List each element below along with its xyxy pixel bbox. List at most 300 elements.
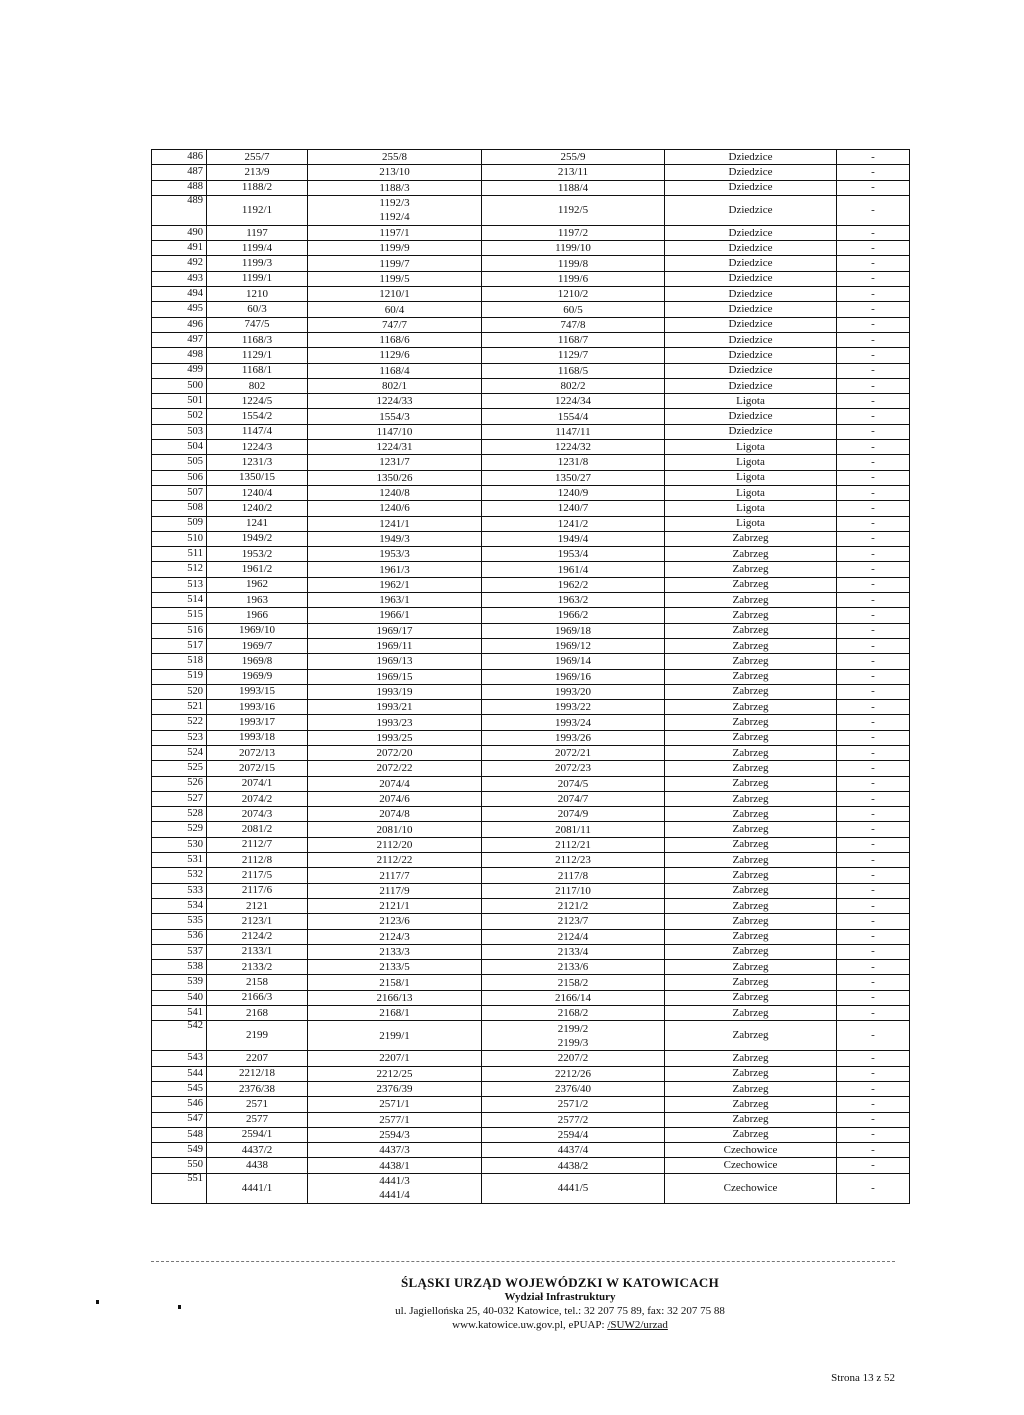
table-row <box>152 975 910 990</box>
table-row <box>152 501 910 516</box>
page-number: Strona 13 z 52 <box>831 1372 895 1384</box>
parcel-new-b <box>482 898 665 913</box>
epuap-link[interactable]: /SUW2/urzad <box>607 1319 668 1331</box>
row-number: 546 <box>152 1097 207 1112</box>
row-number: 511 <box>152 547 207 562</box>
parcel-number: 2133/5 <box>379 961 410 974</box>
row-number: 541 <box>152 1006 207 1021</box>
parcel-new-a <box>308 990 482 1005</box>
parcel-number: 2121/2 <box>557 900 589 913</box>
table-row <box>152 822 910 837</box>
parcel-number: 1554/3 <box>379 410 410 423</box>
row-number: 495 <box>152 302 207 317</box>
parcel-new-b <box>482 837 665 852</box>
table-row <box>152 562 910 577</box>
remarks: - <box>837 271 910 286</box>
parcel-number: 747/8 <box>560 318 586 331</box>
parcel-number: 2112/21 <box>555 838 591 851</box>
cadastral-precinct: Zabrzeg <box>665 807 837 822</box>
row-number: 518 <box>152 654 207 669</box>
cadastral-precinct: Dziedzice <box>665 287 837 302</box>
parcel-new-b <box>482 1081 665 1096</box>
remarks: - <box>837 332 910 347</box>
parcel-original: 2133/2 <box>207 960 308 975</box>
parcel-number: 1962/1 <box>379 578 410 591</box>
parcel-new-a <box>308 394 482 409</box>
cadastral-precinct: Dziedzice <box>665 256 837 271</box>
table-row <box>152 638 910 653</box>
remarks: - <box>837 944 910 959</box>
parcel-number: 4438/1 <box>379 1159 410 1172</box>
cadastral-precinct: Zabrzeg <box>665 700 837 715</box>
parcel-new-a <box>308 837 482 852</box>
table-row <box>152 287 910 302</box>
table-row <box>152 1097 910 1112</box>
row-number: 529 <box>152 822 207 837</box>
remarks: - <box>837 990 910 1005</box>
parcel-new-a <box>308 944 482 959</box>
parcel-new-b <box>482 929 665 944</box>
parcel-number: 1168/4 <box>379 364 410 377</box>
cadastral-precinct: Dziedzice <box>665 150 837 165</box>
parcel-number: 2166/13 <box>376 991 413 1004</box>
parcel-number: 4441/3 <box>379 1175 410 1188</box>
office-website: www.katowice.uw.gov.pl, ePUAP: <box>452 1319 608 1331</box>
parcel-number: 2199/2 <box>557 1022 589 1035</box>
cadastral-precinct: Zabrzeg <box>665 761 837 776</box>
parcel-number: 1969/16 <box>554 670 592 683</box>
parcel-new-a <box>308 317 482 332</box>
parcel-number: 1993/22 <box>554 701 592 714</box>
parcel-number: 1350/26 <box>376 471 413 484</box>
table-row <box>152 271 910 286</box>
parcel-number: 1241/1 <box>379 517 410 530</box>
remarks: - <box>837 715 910 730</box>
parcel-new-b <box>482 256 665 271</box>
cadastral-precinct: Dziedzice <box>665 225 837 240</box>
parcel-number: 1188/3 <box>379 181 410 194</box>
remarks: - <box>837 593 910 608</box>
parcel-number: 4441/5 <box>557 1182 589 1195</box>
parcel-number: 2212/26 <box>554 1067 592 1080</box>
parcel-new-b <box>482 593 665 608</box>
parcel-number: 1210/1 <box>379 288 410 301</box>
parcel-new-b <box>482 317 665 332</box>
parcel-new-a <box>308 776 482 791</box>
parcel-number: 2074/5 <box>557 777 589 790</box>
parcel-original: 2121 <box>207 898 308 913</box>
parcel-new-a <box>308 577 482 592</box>
cadastral-precinct: Zabrzeg <box>665 654 837 669</box>
parcel-new-b <box>482 868 665 883</box>
remarks: - <box>837 256 910 271</box>
parcel-new-a <box>308 440 482 455</box>
cadastral-precinct: Zabrzeg <box>665 853 837 868</box>
row-number: 515 <box>152 608 207 623</box>
parcel-number: 1993/25 <box>376 731 413 744</box>
row-number: 486 <box>152 150 207 165</box>
cadastral-precinct: Czechowice <box>665 1173 837 1203</box>
parcel-number: 2166/14 <box>554 991 592 1004</box>
parcel-number: 802/1 <box>381 380 408 392</box>
parcel-new-a <box>308 424 482 439</box>
cadastral-precinct: Zabrzeg <box>665 669 837 684</box>
parcel-number: 1240/9 <box>557 487 589 500</box>
parcel-original: 2123/1 <box>207 914 308 929</box>
parcel-new-a <box>308 593 482 608</box>
parcel-original: 1969/10 <box>207 623 308 638</box>
cadastral-precinct: Zabrzeg <box>665 990 837 1005</box>
parcel-new-a <box>308 975 482 990</box>
row-number: 493 <box>152 271 207 286</box>
table-row <box>152 960 910 975</box>
parcel-number: 1953/4 <box>557 548 589 561</box>
parcel-new-b <box>482 531 665 546</box>
row-number: 504 <box>152 440 207 455</box>
parcel-original: 1224/5 <box>207 394 308 409</box>
parcel-new-a <box>308 1097 482 1112</box>
parcel-new-b <box>482 225 665 240</box>
parcel-original: 2594/1 <box>207 1127 308 1142</box>
remarks: - <box>837 608 910 623</box>
remarks: - <box>837 225 910 240</box>
parcel-new-a <box>308 409 482 424</box>
remarks: - <box>837 455 910 470</box>
cadastral-precinct: Ligota <box>665 440 837 455</box>
parcel-new-a <box>308 914 482 929</box>
parcel-new-b <box>482 654 665 669</box>
parcel-number: 2072/21 <box>554 747 592 760</box>
parcel-new-b <box>482 822 665 837</box>
row-number: 494 <box>152 287 207 302</box>
row-number: 521 <box>152 700 207 715</box>
table-row <box>152 547 910 562</box>
parcel-number: 2074/4 <box>379 777 410 790</box>
row-number: 510 <box>152 531 207 546</box>
cadastral-precinct: Zabrzeg <box>665 791 837 806</box>
cadastral-precinct: Zabrzeg <box>665 547 837 562</box>
cadastral-precinct: Dziedzice <box>665 317 837 332</box>
cadastral-precinct: Dziedzice <box>665 348 837 363</box>
parcel-number: 1224/34 <box>554 395 592 408</box>
table-row <box>152 1081 910 1096</box>
parcel-new-a <box>308 807 482 822</box>
table-row <box>152 623 910 638</box>
table-row <box>152 944 910 959</box>
parcel-number: 1993/23 <box>376 716 413 729</box>
department-name: Wydział Infrastruktury <box>504 1291 616 1303</box>
cadastral-precinct: Dziedzice <box>665 271 837 286</box>
parcel-new-a <box>308 1021 482 1051</box>
remarks: - <box>837 868 910 883</box>
row-number: 525 <box>152 761 207 776</box>
row-number: 537 <box>152 944 207 959</box>
parcel-original: 1199/1 <box>207 271 308 286</box>
parcel-number: 1199/5 <box>379 272 410 285</box>
parcel-new-b <box>482 761 665 776</box>
parcel-number: 1199/9 <box>379 242 410 255</box>
parcel-number: 2577/2 <box>557 1113 589 1126</box>
parcel-number: 1962/2 <box>557 578 589 591</box>
row-number: 512 <box>152 562 207 577</box>
parcel-new-a <box>308 608 482 623</box>
parcel-new-a <box>308 378 482 393</box>
parcel-number: 2158/2 <box>557 976 589 989</box>
remarks: - <box>837 1158 910 1173</box>
row-number: 551 <box>152 1173 207 1203</box>
parcel-number: 2072/22 <box>376 762 413 775</box>
parcel-original: 2212/18 <box>207 1066 308 1081</box>
parcel-number: 60/4 <box>384 303 405 316</box>
parcel-number: 1993/21 <box>376 701 413 714</box>
table-row <box>152 332 910 347</box>
cadastral-precinct: Ligota <box>665 455 837 470</box>
row-number: 532 <box>152 868 207 883</box>
remarks: - <box>837 700 910 715</box>
table-row <box>152 470 910 485</box>
parcel-new-b <box>482 195 665 225</box>
table-row <box>152 150 910 165</box>
parcel-new-a <box>308 898 482 913</box>
remarks: - <box>837 898 910 913</box>
table-row <box>152 577 910 592</box>
parcel-new-b <box>482 1143 665 1158</box>
parcel-new-a <box>308 791 482 806</box>
parcel-new-b <box>482 150 665 165</box>
remarks: - <box>837 837 910 852</box>
parcel-number: 1168/5 <box>557 364 589 377</box>
parcel-number: 2158/1 <box>379 976 410 989</box>
parcel-new-b <box>482 180 665 195</box>
parcel-new-b <box>482 501 665 516</box>
parcel-original: 2112/8 <box>207 853 308 868</box>
cadastral-precinct: Dziedzice <box>665 363 837 378</box>
parcel-original: 1969/8 <box>207 654 308 669</box>
parcel-number: 1224/31 <box>376 441 413 454</box>
parcel-number: 2074/7 <box>557 793 589 806</box>
parcel-original: 60/3 <box>207 302 308 317</box>
cadastral-precinct: Zabrzeg <box>665 1097 837 1112</box>
row-number: 544 <box>152 1066 207 1081</box>
parcel-original: 2168 <box>207 1006 308 1021</box>
parcel-original: 1350/15 <box>207 470 308 485</box>
parcel-number: 2123/6 <box>379 915 410 928</box>
parcel-original: 1953/2 <box>207 547 308 562</box>
cadastral-precinct: Zabrzeg <box>665 577 837 592</box>
parcel-table <box>151 149 910 1204</box>
parcel-new-b <box>482 378 665 393</box>
table-row <box>152 394 910 409</box>
cadastral-precinct: Ligota <box>665 394 837 409</box>
cadastral-precinct: Zabrzeg <box>665 1021 837 1051</box>
parcel-new-a <box>308 516 482 531</box>
table-row <box>152 1066 910 1081</box>
parcel-original: 747/5 <box>207 317 308 332</box>
parcel-new-a <box>308 853 482 868</box>
row-number: 500 <box>152 378 207 393</box>
table-row <box>152 593 910 608</box>
parcel-new-a <box>308 363 482 378</box>
remarks: - <box>837 669 910 684</box>
parcel-number: 1197/1 <box>379 227 410 240</box>
parcel-original: 2117/5 <box>207 868 308 883</box>
parcel-new-b <box>482 669 665 684</box>
parcel-original: 255/7 <box>207 150 308 165</box>
parcel-original: 1199/4 <box>207 241 308 256</box>
table-row <box>152 409 910 424</box>
parcel-number: 1969/13 <box>376 655 413 668</box>
parcel-number: 2212/25 <box>376 1067 413 1080</box>
parcel-new-a <box>308 547 482 562</box>
parcel-number: 1224/33 <box>376 395 413 408</box>
parcel-number: 2117/10 <box>555 884 591 897</box>
parcel-number: 1240/8 <box>379 487 410 500</box>
parcel-new-b <box>482 730 665 745</box>
parcel-number: 2376/40 <box>554 1083 592 1096</box>
footer <box>250 1276 870 1332</box>
parcel-new-b <box>482 1021 665 1051</box>
cadastral-precinct: Zabrzeg <box>665 745 837 760</box>
parcel-new-a <box>308 455 482 470</box>
row-number: 492 <box>152 256 207 271</box>
table-row <box>152 241 910 256</box>
table-row <box>152 745 910 760</box>
parcel-original: 2571 <box>207 1097 308 1112</box>
parcel-original: 1147/4 <box>207 424 308 439</box>
table-row <box>152 348 910 363</box>
parcel-number: 2199/1 <box>379 1029 410 1042</box>
remarks: - <box>837 363 910 378</box>
parcel-new-a <box>308 470 482 485</box>
parcel-original: 1963 <box>207 593 308 608</box>
parcel-original: 1231/3 <box>207 455 308 470</box>
parcel-new-a <box>308 669 482 684</box>
row-number: 530 <box>152 837 207 852</box>
cadastral-precinct: Zabrzeg <box>665 1127 837 1142</box>
parcel-number: 1963/2 <box>557 594 589 607</box>
parcel-number: 2112/23 <box>555 854 591 867</box>
parcel-new-b <box>482 944 665 959</box>
parcel-number: 1188/4 <box>557 181 589 194</box>
table-row <box>152 256 910 271</box>
parcel-number: 4441/4 <box>379 1189 410 1202</box>
parcel-number: 2074/9 <box>557 808 589 821</box>
parcel-original: 1241 <box>207 516 308 531</box>
parcel-number: 1949/3 <box>379 532 410 545</box>
remarks: - <box>837 409 910 424</box>
row-number: 534 <box>152 898 207 913</box>
parcel-new-b <box>482 1006 665 1021</box>
parcel-number: 1969/11 <box>376 640 413 653</box>
parcel-new-b <box>482 1097 665 1112</box>
remarks: - <box>837 501 910 516</box>
cadastral-precinct: Zabrzeg <box>665 1112 837 1127</box>
parcel-original: 2074/1 <box>207 776 308 791</box>
parcel-new-a <box>308 1066 482 1081</box>
parcel-original: 4437/2 <box>207 1143 308 1158</box>
remarks: - <box>837 1051 910 1066</box>
remarks: - <box>837 378 910 393</box>
parcel-new-a <box>308 1051 482 1066</box>
parcel-original: 1168/1 <box>207 363 308 378</box>
cadastral-precinct: Zabrzeg <box>665 1081 837 1096</box>
parcel-number: 1961/3 <box>379 563 410 576</box>
table-row <box>152 317 910 332</box>
remarks: - <box>837 317 910 332</box>
parcel-number: 2571/1 <box>379 1098 410 1111</box>
parcel-original: 1993/17 <box>207 715 308 730</box>
parcel-new-b <box>482 791 665 806</box>
table-row <box>152 868 910 883</box>
parcel-number: 1969/17 <box>376 624 413 637</box>
scan-speck <box>178 1305 181 1309</box>
cadastral-precinct: Dziedzice <box>665 302 837 317</box>
cadastral-precinct: Ligota <box>665 485 837 500</box>
table-row <box>152 608 910 623</box>
row-number: 523 <box>152 730 207 745</box>
row-number: 536 <box>152 929 207 944</box>
remarks: - <box>837 394 910 409</box>
remarks: - <box>837 684 910 699</box>
remarks: - <box>837 485 910 500</box>
remarks: - <box>837 180 910 195</box>
row-number: 505 <box>152 455 207 470</box>
parcel-number: 2594/4 <box>557 1128 589 1141</box>
row-number: 531 <box>152 853 207 868</box>
parcel-number: 2117/7 <box>379 869 410 882</box>
parcel-new-a <box>308 1158 482 1173</box>
remarks: - <box>837 761 910 776</box>
parcel-number: 1168/6 <box>379 334 410 347</box>
parcel-number: 2133/6 <box>557 961 589 974</box>
parcel-number: 1199/7 <box>379 257 410 270</box>
parcel-new-a <box>308 241 482 256</box>
parcel-new-a <box>308 1081 482 1096</box>
parcel-new-a <box>308 761 482 776</box>
row-number: 506 <box>152 470 207 485</box>
parcel-original: 2112/7 <box>207 837 308 852</box>
row-number: 516 <box>152 623 207 638</box>
remarks: - <box>837 150 910 165</box>
parcel-original: 2166/3 <box>207 990 308 1005</box>
remarks: - <box>837 975 910 990</box>
parcel-original: 1168/3 <box>207 332 308 347</box>
parcel-new-b <box>482 409 665 424</box>
row-number: 487 <box>152 165 207 180</box>
parcel-number: 1993/20 <box>554 685 592 698</box>
parcel-new-a <box>308 638 482 653</box>
remarks: - <box>837 241 910 256</box>
parcel-original: 1240/2 <box>207 501 308 516</box>
parcel-number: 1966/2 <box>557 609 589 622</box>
remarks: - <box>837 348 910 363</box>
parcel-number: 1147/10 <box>376 425 413 438</box>
parcel-new-a <box>308 485 482 500</box>
row-number: 501 <box>152 394 207 409</box>
table-row <box>152 424 910 439</box>
remarks: - <box>837 577 910 592</box>
parcel-new-b <box>482 975 665 990</box>
parcel-number: 2117/8 <box>557 869 589 882</box>
parcel-new-b <box>482 914 665 929</box>
row-number: 517 <box>152 638 207 653</box>
parcel-new-b <box>482 562 665 577</box>
parcel-original: 1554/2 <box>207 409 308 424</box>
cadastral-precinct: Zabrzeg <box>665 776 837 791</box>
parcel-number: 2074/6 <box>379 793 410 806</box>
parcel-original: 2117/6 <box>207 883 308 898</box>
table-row <box>152 1158 910 1173</box>
